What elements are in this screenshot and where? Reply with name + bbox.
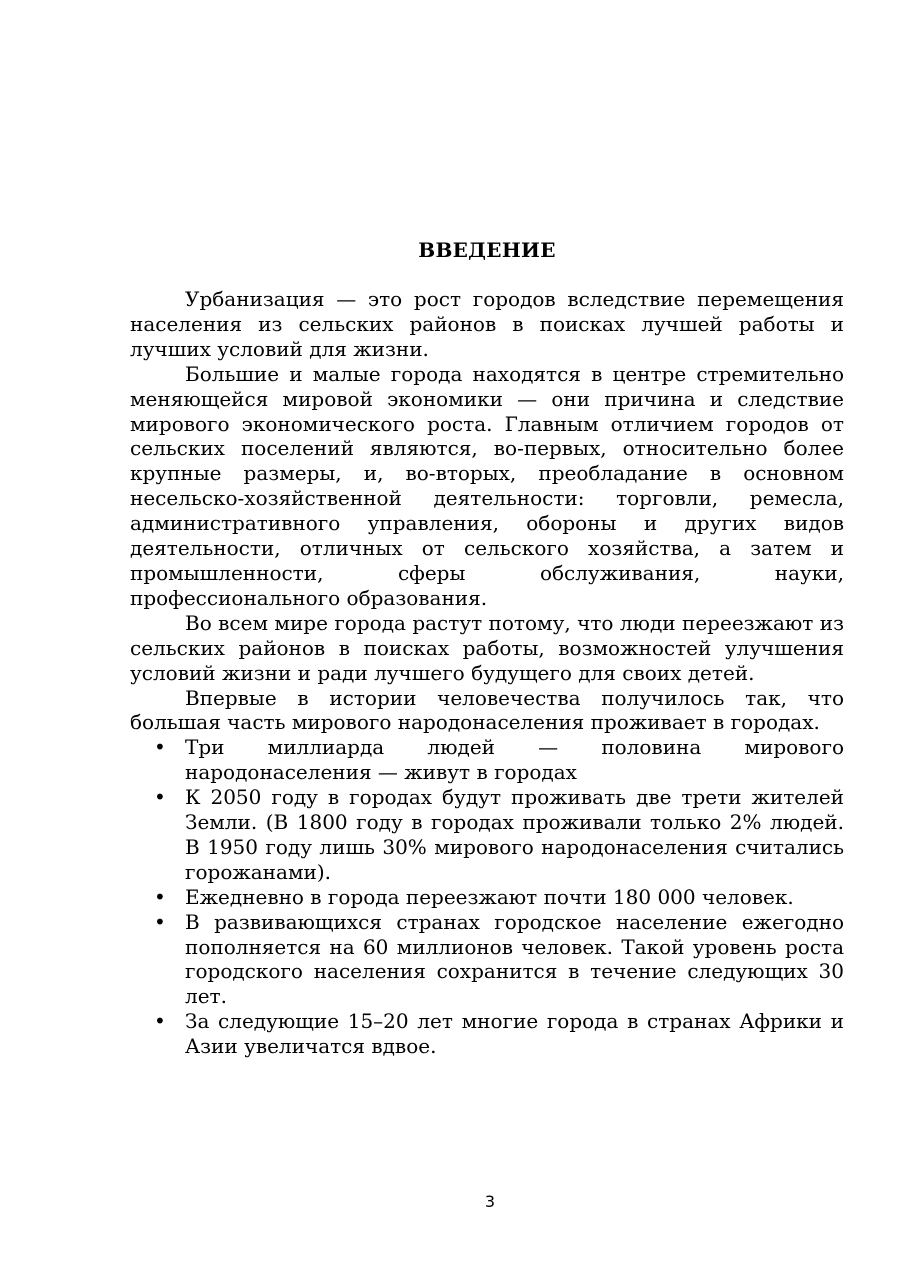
bullet-list [130, 735, 844, 1059]
paragraph-2: Большие и малые города находятся в центре стремительно меняющейся мировой экономики — они причина и следствие мирового экономического роста. Главным отличием городов от сельских поселений являются, во-первых, относительно более крупные размеры, и, во-вторых, преобладание в основном несельско-хозяйственной деятельности: торговли, ремесла, административного управления, обороны и других видов деятельности, отличных от сельского хозяйства, а затем и промышленности, сферы обслуживания, науки, профессионального образования. [130, 361, 844, 610]
list-item-text: За следующие 15–20 лет многие города в странах Африки и Азии увеличатся вдвое. [185, 1009, 844, 1059]
page-number: 3 [484, 1192, 496, 1211]
paragraph-3: Во всем мире города растут потому, что люди переезжают из сельских районов в поисках работы, возможностей улучшения условий жизни и ради лучшего будущего для своих детей. [130, 610, 844, 685]
page-title: ВВЕДЕНИЕ [418, 238, 556, 262]
list-item-text: В развивающихся странах городское население ежегодно пополняется на 60 миллионов человек. Такой уровень роста городского населения сохранится в течение следующих 30 лет. [185, 909, 844, 1009]
paragraph-4: Впервые в истории человечества получилось так, что большая часть мирового народонаселения проживает в городах. [130, 685, 844, 735]
bullet-icon: • [154, 909, 166, 934]
list-item [130, 735, 844, 785]
list-item-text: Три миллиарда людей — половина мирового народонаселения — живут в городах [185, 735, 844, 785]
body-text [130, 287, 844, 1059]
list-item-text: Ежедневно в города переезжают почти 180 000 человек. [185, 884, 794, 909]
paragraph-1: Урбанизация — это рост городов вследствие перемещения населения из сельских районов в поисках лучшей работы и лучших условий для жизни. [130, 287, 844, 361]
list-item [130, 885, 844, 910]
bullet-icon: • [154, 1009, 166, 1034]
list-item [130, 910, 844, 1010]
bullet-icon: • [154, 785, 166, 810]
bullet-icon: • [154, 884, 166, 909]
list-item-text: К 2050 году в городах будут проживать две трети жителей Земли. (В 1800 году в городах проживали только 2% людей. В 1950 году лишь 30% мирового народонаселения считались горожанами). [185, 785, 844, 884]
bullet-icon: • [154, 735, 166, 760]
list-item [130, 1009, 844, 1059]
list-item [130, 785, 844, 885]
